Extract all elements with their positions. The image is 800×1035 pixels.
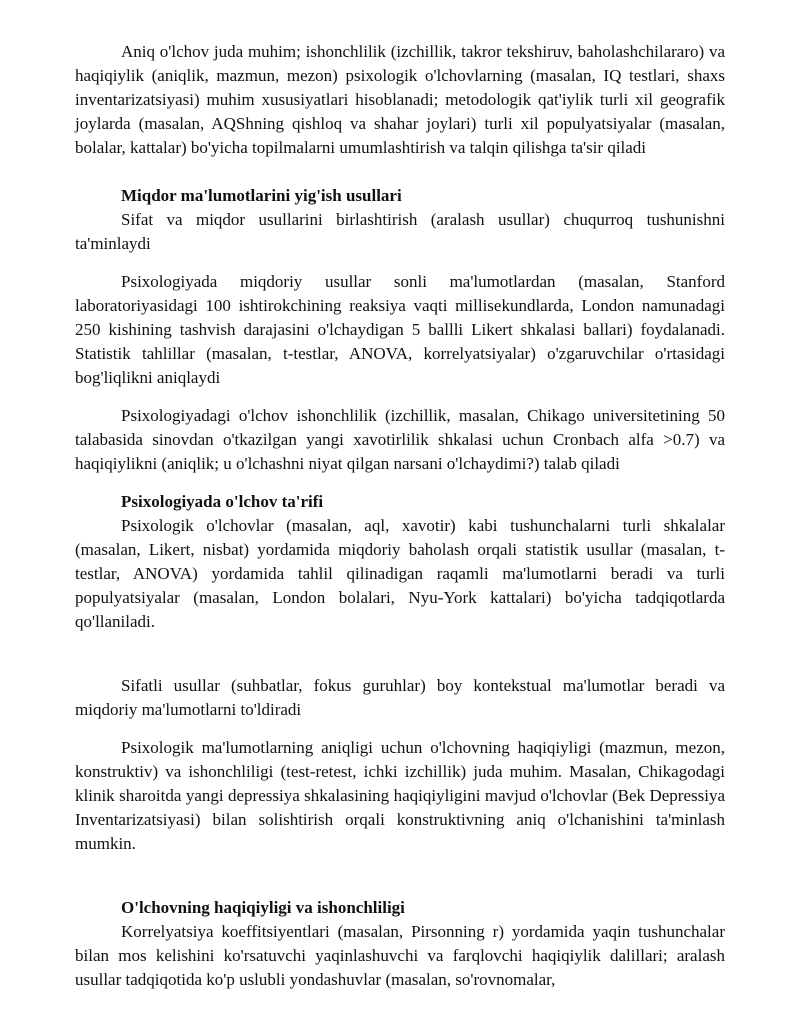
paragraph-psychological-measurements: Psixologik o'lchovlar (masalan, aql, xavotir) kabi tushunchalarni turli shkalalar (masalan, Likert, nisbat) yordamida miqdoriy baholash orqali statistik usullar (masalan, t-testlar, ANOVA) yordamida tahlil qilinadigan raqamli ma'lumotlarni beradi va turli populyatsiyalar (masalan, London bolalari, Nyu-York kattalari) bo'yicha tadqiqotlarda qo'llaniladi. [75,516,725,631]
heading-measurement-definition: Psixologiyada o'lchov ta'rifi [121,492,324,511]
paragraph-qualitative-methods: Sifatli usullar (suhbatlar, fokus guruhlar) boy kontekstual ma'lumotlar beradi va miqdoriy ma'lumotlarni to'ldiradi [75,676,725,719]
heading-validity-reliability: O'lchovning haqiqiyligi va ishonchliligi [121,898,405,917]
paragraph-reliability-validity-requirement: Psixologiyadagi o'lchov ishonchlilik (izchillik, masalan, Chikago universitetining 50 talabasida sinovdan o'tkazilgan yangi xavotirlilik shkalasi uchun Cronbach alfa >0.7) va haqiqiylikni (aniqlik; u o'lchashni niyat qilgan narsani o'lchaydimi?) talab qiladi [75,406,725,473]
paragraph-measurement-importance: Aniq o'lchov juda muhim; ishonchlilik (izchillik, takror tekshiruv, baholashchilararo) va haqiqiylik (aniqlik, mazmun, mezon) psixologik o'lchovlarning (masalan, IQ testlari, shaxs inventarizatsiyasi) muhim xususiyatlari hisoblanadi; metodologik qat'iylik turli xil geografik joylarda (masalan, AQShning qishloq va shahar joylari) turli xil populyatsiyalar (masalan, bolalar, kattalar) bo'yicha topilmalarni umumlashtirish va talqin qilishga ta'sir qiladi [75,42,725,157]
paragraph-quantitative-psychology: Psixologiyada miqdoriy usullar sonli ma'lumotlardan (masalan, Stanford laboratoriyasidagi 100 ishtirokchining reaksiya vaqti millisekundlarda, London namunadagi 250 kishining tashvish darajasini o'lchaydigan 5 ballli Likert shkalasi ballari) foydalanadi. Statistik tahlillar (masalan, t-testlar, ANOVA, korrelyatsiyalar) o'zgaruvchilar o'rtasidagi bog'liqlikni aniqlaydi [75,272,725,387]
paragraph-correlation-evidence: Korrelyatsiya koeffitsiyentlari (masalan, Pirsonning r) yordamida yaqin tushunchalar bilan mos kelishini ko'rsatuvchi yaqinlashuvchi va farqlovchi haqiqiylik dalillari; aralash usullar tadqiqotida ko'p uslubli yondashuvlar (masalan, so'rovnomalar, [75,922,725,989]
heading-quantitative-methods: Miqdor ma'lumotlarini yig'ish usullari [121,186,402,205]
paragraph-validity-reliability-example: Psixologik ma'lumotlarning aniqligi uchun o'lchovning haqiqiyligi (mazmun, mezon, konstruktiv) va ishonchliligi (test-retest, ichki izchillik) juda muhim. Masalan, Chikagodagi klinik sharoitda yangi depressiya shkalasining haqiqiyligini mavjud o'lchovlar (Bek Depressiya Inventarizatsiyasi) bilan solishtirish orqali konstruktivning aniq o'lchanishini ta'minlash mumkin. [75,738,725,853]
paragraph-mixed-methods: Sifat va miqdor usullarini birlashtirish (aralash usullar) chuqurroq tushunishni ta'minlaydi [75,210,725,253]
document-page [75,40,725,992]
